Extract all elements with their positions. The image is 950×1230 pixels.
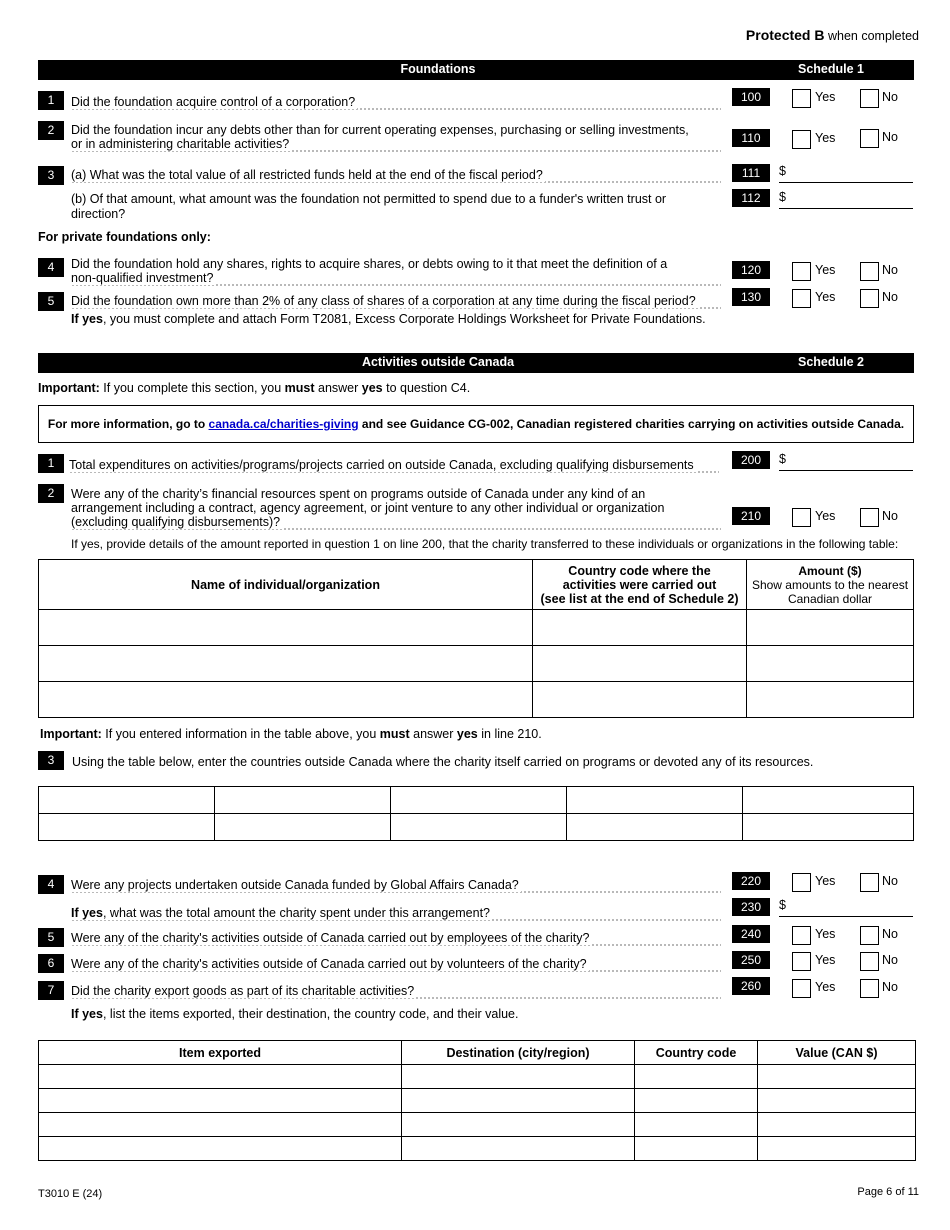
foundations-band	[38, 60, 914, 80]
table-cell[interactable]	[747, 682, 914, 718]
no-checkbox[interactable]	[860, 979, 879, 998]
line-number: 250	[732, 951, 770, 969]
yes-label: Yes	[815, 263, 836, 277]
no-label: No	[882, 509, 898, 523]
col-header: Destination (city/region)	[402, 1041, 635, 1065]
table-cell[interactable]	[215, 814, 391, 841]
no-label: No	[882, 980, 898, 994]
important-note: Important: If you entered information in the table above, you must answer yes in line 210.	[40, 727, 542, 741]
line-number: 210	[732, 507, 770, 525]
line-number: 240	[732, 925, 770, 943]
line-number: 220	[732, 872, 770, 890]
question-number: 7	[38, 981, 64, 1000]
no-checkbox[interactable]	[860, 262, 879, 281]
question-text-cont: arrangement including a contract, agency agreement, or joint venture to any other individual or organization	[71, 501, 665, 515]
line-number: 230	[732, 898, 770, 916]
table-cell[interactable]	[39, 646, 533, 682]
table-cell[interactable]	[743, 814, 914, 841]
question-text: Were any of the charity's activities outside of Canada carried out by volunteers of the charity?	[71, 957, 721, 972]
table-cell[interactable]	[533, 610, 747, 646]
yes-label: Yes	[815, 874, 836, 888]
amount-field[interactable]: $	[779, 452, 913, 471]
col-header: Value (CAN $)	[758, 1041, 916, 1065]
no-label: No	[882, 263, 898, 277]
important-note: Important: If you complete this section, you must answer yes to question C4.	[38, 381, 471, 395]
question-text: Did the foundation hold any shares, rights to acquire shares, or debts owing to it that meet the definition of a	[71, 257, 668, 271]
table-cell[interactable]	[39, 1065, 402, 1089]
table-cell[interactable]	[567, 814, 743, 841]
table-cell[interactable]	[391, 787, 567, 814]
table-cell[interactable]	[39, 610, 533, 646]
table-cell[interactable]	[758, 1137, 916, 1161]
line-number: 112	[732, 189, 770, 207]
line-number: 120	[732, 261, 770, 279]
question-text: (b) Of that amount, what amount was the foundation not permitted to spend due to a funder's written trust or direction?	[71, 192, 667, 221]
table-cell[interactable]	[402, 1137, 635, 1161]
table-cell[interactable]	[39, 682, 533, 718]
table-cell[interactable]	[758, 1089, 916, 1113]
yes-label: Yes	[815, 927, 836, 941]
table-cell[interactable]	[747, 646, 914, 682]
no-checkbox[interactable]	[860, 89, 879, 108]
line-number: 130	[732, 288, 770, 306]
question-text: Did the foundation incur any debts other than for current operating expenses, purchasing or selling investments,	[71, 123, 689, 137]
no-label: No	[882, 927, 898, 941]
question-text: Were any of the charity's activities outside of Canada carried out by employees of the charity?	[71, 931, 721, 946]
no-checkbox[interactable]	[860, 873, 879, 892]
line-number: 260	[732, 977, 770, 995]
line-number: 111	[732, 164, 770, 182]
table-cell[interactable]	[402, 1089, 635, 1113]
no-checkbox[interactable]	[860, 952, 879, 971]
yes-checkbox[interactable]	[792, 289, 811, 308]
more-info-box: For more information, go to canada.ca/charities-giving and see Guidance CG-002, Canadian registered charities carrying on activities outside Canada.	[38, 405, 914, 443]
line-number: 100	[732, 88, 770, 106]
question-subtext: If yes, what was the total amount the charity spent under this arrangement?	[71, 906, 721, 921]
table-cell[interactable]	[533, 682, 747, 718]
no-label: No	[882, 874, 898, 888]
no-checkbox[interactable]	[860, 289, 879, 308]
col-header: Name of individual/organization	[39, 560, 533, 610]
section-title: Activities outside Canada	[361, 355, 515, 369]
yes-label: Yes	[815, 290, 836, 304]
table-cell[interactable]	[635, 1113, 758, 1137]
question-text: Total expenditures on activities/programs/projects carried on outside Canada, excluding qualifying disbursements	[69, 458, 719, 473]
no-checkbox[interactable]	[860, 926, 879, 945]
table-cell[interactable]	[39, 814, 215, 841]
table-cell[interactable]	[39, 787, 215, 814]
no-checkbox[interactable]	[860, 508, 879, 527]
yes-label: Yes	[815, 953, 836, 967]
question-text-cont: or in administering charitable activities?	[71, 137, 721, 152]
question-text: Were any projects undertaken outside Canada funded by Global Affairs Canada?	[71, 878, 721, 893]
col-header: Amount ($) Show amounts to the nearest Canadian dollar	[747, 560, 914, 610]
col-header: Item exported	[39, 1041, 402, 1065]
yes-label: Yes	[815, 131, 836, 145]
private-foundations-heading: For private foundations only:	[38, 230, 211, 244]
question-number: 3	[38, 751, 64, 770]
question-text: Did the foundation own more than 2% of any class of shares of a corporation at any time during the fiscal period?	[71, 294, 721, 309]
yes-checkbox[interactable]	[792, 979, 811, 998]
table-cell[interactable]	[39, 1113, 402, 1137]
transfers-table	[38, 559, 914, 718]
question-number: 2	[38, 121, 64, 140]
no-checkbox[interactable]	[860, 129, 879, 148]
col-header: Country code where the activities were carried out (see list at the end of Schedule 2)	[533, 560, 747, 610]
table-cell[interactable]	[215, 787, 391, 814]
activities-band	[38, 353, 914, 373]
yes-checkbox[interactable]	[792, 873, 811, 892]
table-cell[interactable]	[402, 1113, 635, 1137]
question-text: Were any of the charity’s financial resources spent on programs outside of Canada under any kind of an	[71, 487, 646, 501]
yes-checkbox[interactable]	[792, 89, 811, 108]
schedule-label: Schedule 1	[798, 62, 864, 76]
table-cell[interactable]	[758, 1065, 916, 1089]
table-cell[interactable]	[391, 814, 567, 841]
yes-checkbox[interactable]	[792, 926, 811, 945]
question-text: (a) What was the total value of all restricted funds held at the end of the fiscal period?	[71, 168, 721, 183]
yes-label: Yes	[815, 509, 836, 523]
yes-checkbox[interactable]	[792, 952, 811, 971]
table-cell[interactable]	[39, 1137, 402, 1161]
amount-field[interactable]: $	[779, 190, 913, 209]
yes-checkbox[interactable]	[792, 262, 811, 281]
question-text: Using the table below, enter the countries outside Canada where the charity itself carried on programs or devoted any of its resources.	[72, 755, 814, 769]
question-text-cont: (excluding qualifying disbursements)?	[71, 515, 721, 530]
table-cell[interactable]	[635, 1089, 758, 1113]
yes-label: Yes	[815, 980, 836, 994]
line-number: 200	[732, 451, 770, 469]
question-number: 4	[38, 875, 64, 894]
table-cell[interactable]	[567, 787, 743, 814]
question-number: 2	[38, 484, 64, 503]
table-cell[interactable]	[39, 1089, 402, 1113]
table-cell[interactable]	[635, 1137, 758, 1161]
form-number: T3010 E (24)	[38, 1188, 103, 1200]
page-number: Page 6 of 11	[857, 1186, 919, 1198]
line-number: 110	[732, 129, 770, 147]
yes-checkbox[interactable]	[792, 508, 811, 527]
no-label: No	[882, 290, 898, 304]
question-note: If yes, list the items exported, their destination, the country code, and their value.	[71, 1007, 519, 1021]
protected-header: Protected B when completed	[745, 27, 919, 43]
question-note: If yes, you must complete and attach Form T2081, Excess Corporate Holdings Worksheet for Private Foundations.	[71, 312, 706, 326]
col-header: Country code	[635, 1041, 758, 1065]
exports-table	[38, 1040, 916, 1161]
amount-field[interactable]: $	[779, 164, 913, 183]
no-label: No	[882, 130, 898, 144]
countries-table	[38, 786, 914, 841]
question-number: 6	[38, 954, 64, 973]
schedule-label: Schedule 2	[798, 355, 864, 369]
table-cell[interactable]	[747, 610, 914, 646]
question-number: 5	[38, 928, 64, 947]
yes-checkbox[interactable]	[792, 130, 811, 149]
table-cell[interactable]	[533, 646, 747, 682]
section-title: Foundations	[400, 62, 476, 76]
table-cell[interactable]	[635, 1065, 758, 1089]
question-number: 5	[38, 292, 64, 311]
amount-field[interactable]: $	[779, 898, 913, 917]
question-text: Did the foundation acquire control of a corporation?	[71, 95, 721, 110]
table-cell[interactable]	[402, 1065, 635, 1089]
no-label: No	[882, 90, 898, 104]
question-text-cont: non-qualified investment?	[71, 271, 721, 286]
question-number: 1	[38, 454, 64, 473]
question-text: Did the charity export goods as part of its charitable activities?	[71, 984, 721, 999]
question-number: 1	[38, 91, 64, 110]
charities-giving-link[interactable]: canada.ca/charities-giving	[208, 417, 359, 431]
question-note: If yes, provide details of the amount reported in question 1 on line 200, that the charity transferred to these individuals or organizations in the following table:	[71, 537, 899, 551]
question-number: 4	[38, 258, 64, 277]
question-number: 3	[38, 166, 64, 185]
yes-label: Yes	[815, 90, 836, 104]
no-label: No	[882, 953, 898, 967]
table-cell[interactable]	[758, 1113, 916, 1137]
table-cell[interactable]	[743, 787, 914, 814]
